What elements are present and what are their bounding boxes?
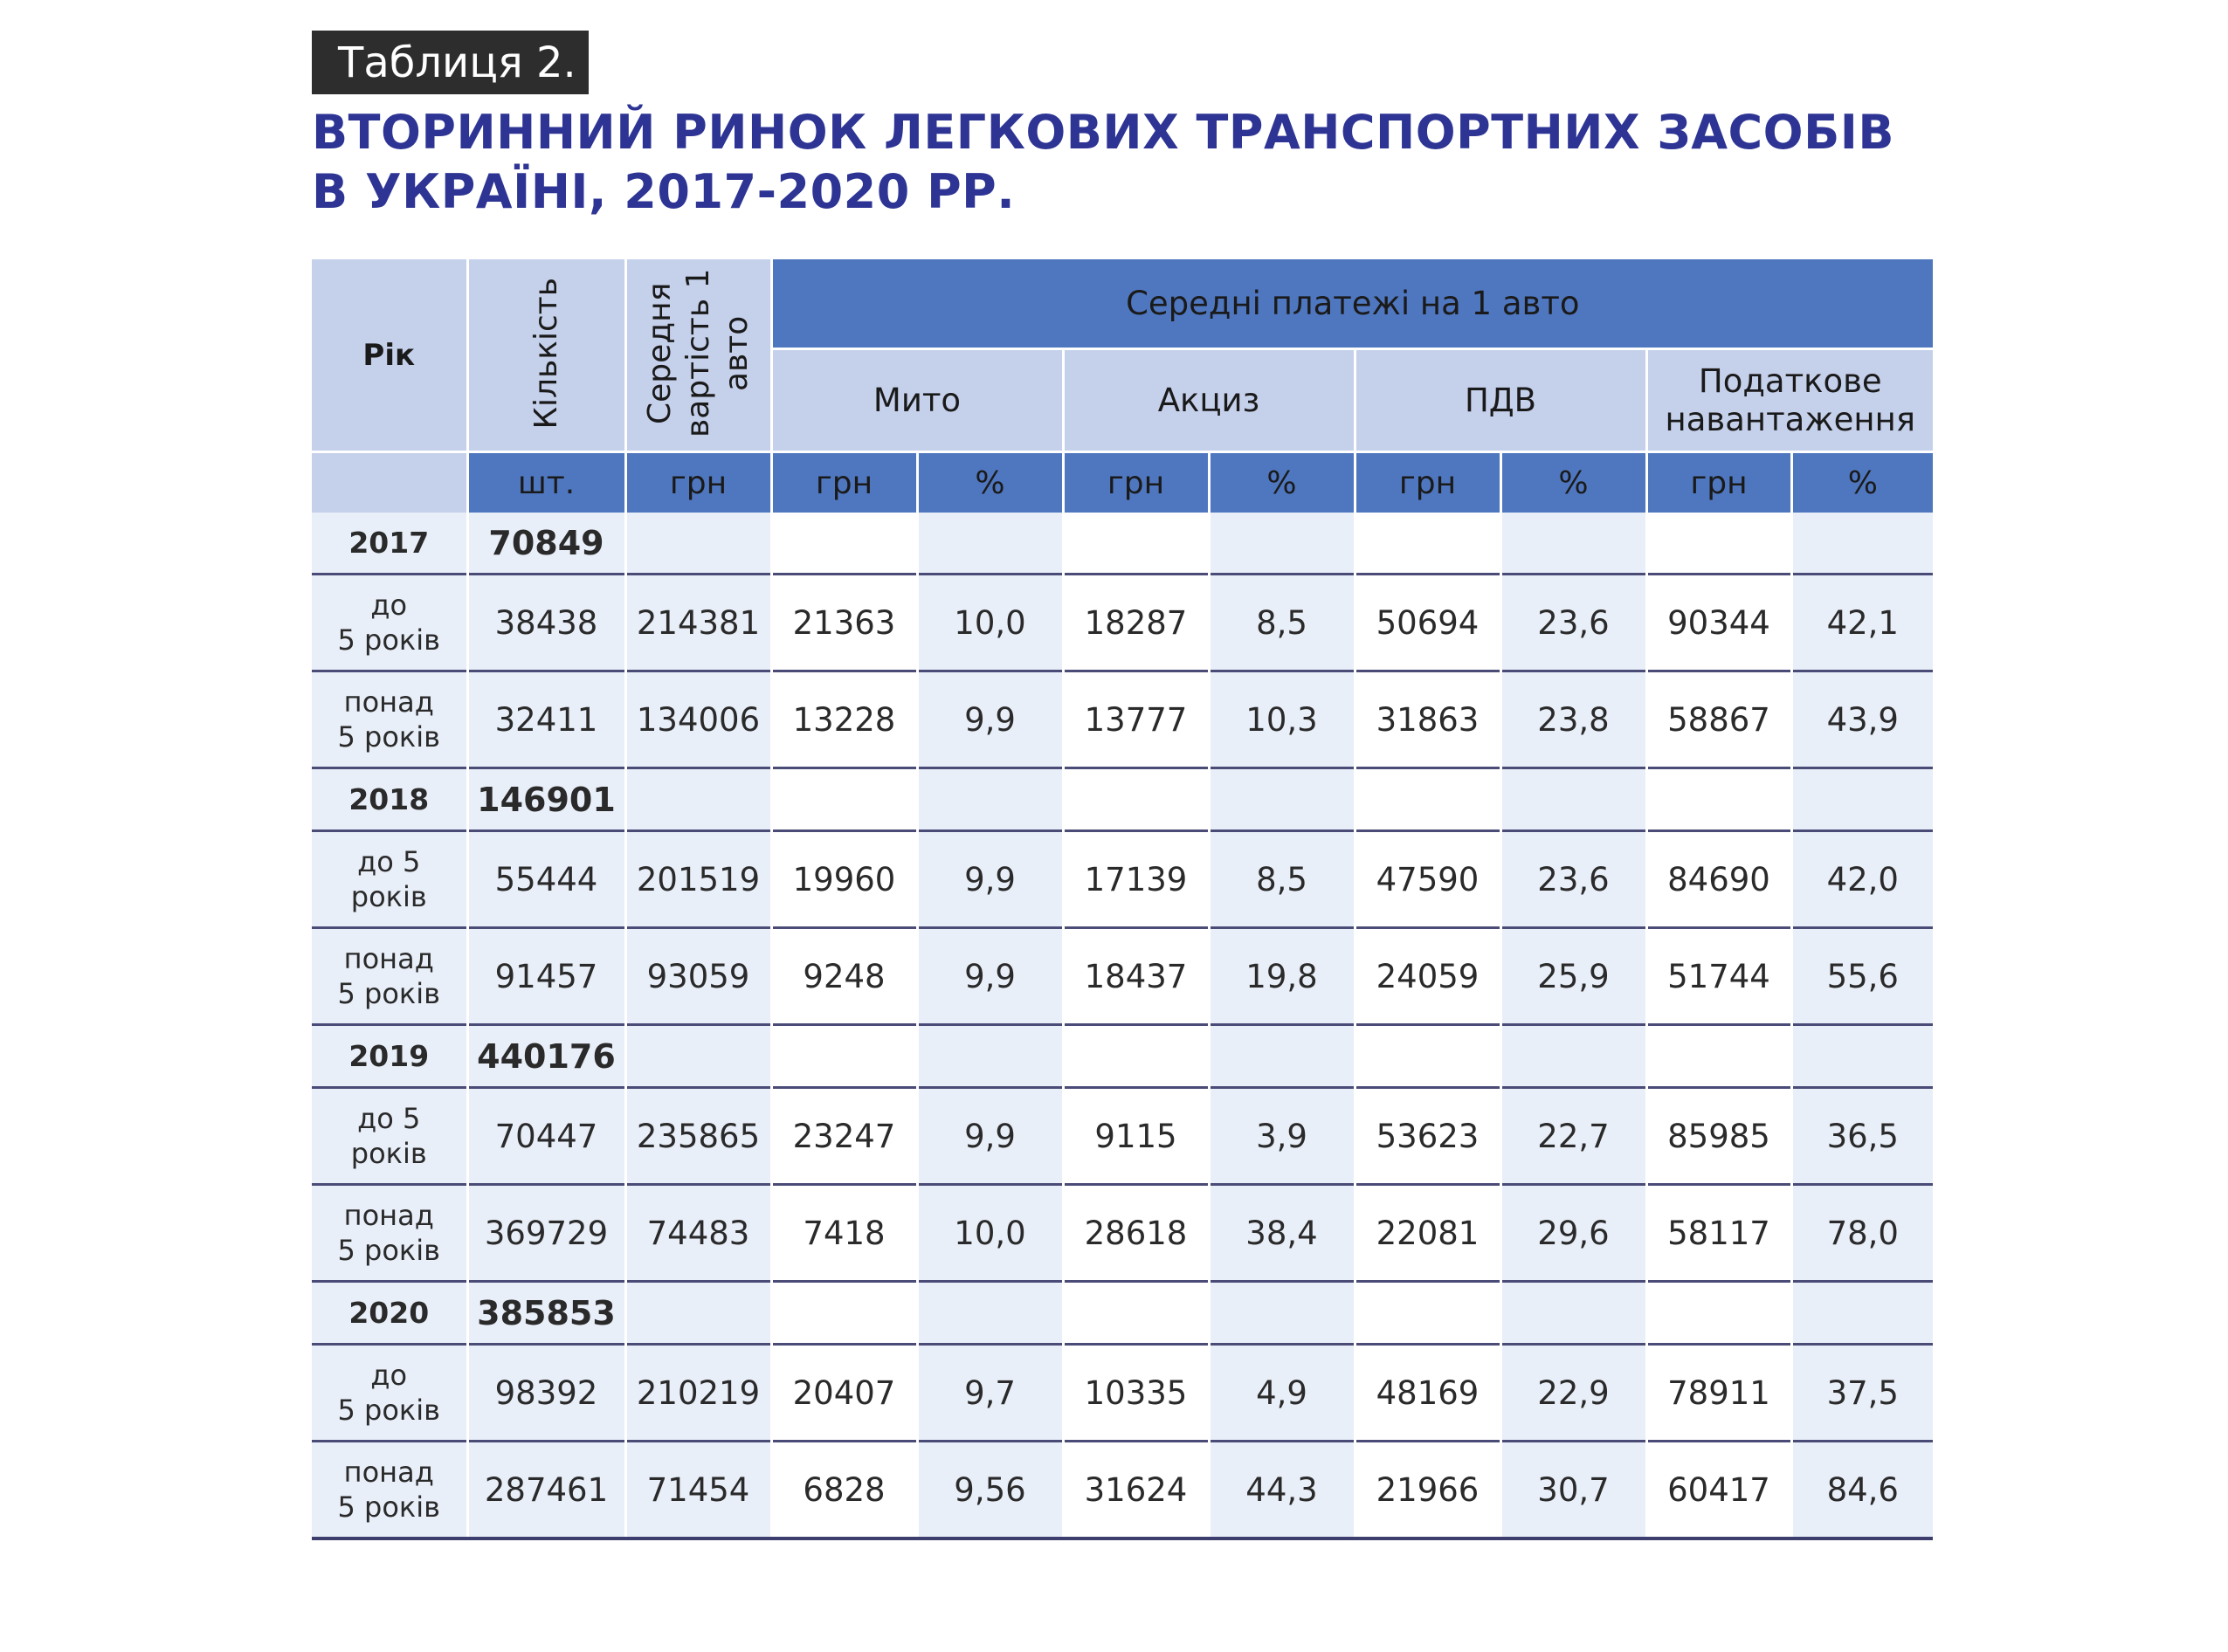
age-group-label: понад 5 років [312, 1185, 467, 1282]
value-cell: 71454 [625, 1442, 771, 1539]
empty-cell [1355, 513, 1500, 575]
value-cell: 43,9 [1791, 671, 1933, 768]
empty-cell [917, 513, 1063, 575]
empty-cell [1209, 1282, 1355, 1345]
empty-cell [771, 513, 917, 575]
value-cell: 38,4 [1209, 1185, 1355, 1282]
header-year: Рік [312, 259, 467, 452]
value-cell: 4,9 [1209, 1345, 1355, 1442]
empty-cell [917, 768, 1063, 831]
value-cell: 13777 [1063, 671, 1209, 768]
value-cell: 78,0 [1791, 1185, 1933, 1282]
header-unit: % [917, 452, 1063, 513]
value-cell: 10,0 [917, 1185, 1063, 1282]
value-cell: 22081 [1355, 1185, 1500, 1282]
value-cell: 9,7 [917, 1345, 1063, 1442]
year-label: 2017 [312, 513, 467, 575]
year-label: 2018 [312, 768, 467, 831]
empty-cell [625, 513, 771, 575]
value-cell: 48169 [1355, 1345, 1500, 1442]
value-cell: 98392 [467, 1345, 625, 1442]
value-cell: 10335 [1063, 1345, 1209, 1442]
value-cell: 10,0 [917, 575, 1063, 671]
age-group-label: понад 5 років [312, 1442, 467, 1539]
value-cell: 17139 [1063, 831, 1209, 928]
empty-cell [771, 1025, 917, 1088]
year-row [312, 1282, 1933, 1345]
value-cell: 134006 [625, 671, 771, 768]
value-cell: 58117 [1646, 1185, 1791, 1282]
value-cell: 18437 [1063, 928, 1209, 1025]
value-cell: 9,9 [917, 1088, 1063, 1185]
table-row [312, 1345, 1933, 1442]
age-group-label: до 5 років [312, 1088, 467, 1185]
year-total-count: 146901 [467, 768, 625, 831]
year-row [312, 768, 1933, 831]
empty-cell [1209, 513, 1355, 575]
value-cell: 23,8 [1500, 671, 1646, 768]
empty-cell [1063, 768, 1209, 831]
value-cell: 93059 [625, 928, 771, 1025]
header-unit: грн [1063, 452, 1209, 513]
header-vat: ПДВ [1355, 349, 1646, 452]
value-cell: 37,5 [1791, 1345, 1933, 1442]
value-cell: 23,6 [1500, 575, 1646, 671]
value-cell: 70447 [467, 1088, 625, 1185]
table-row [312, 671, 1933, 768]
value-cell: 23247 [771, 1088, 917, 1185]
header-avg-price [625, 259, 771, 452]
table-row [312, 575, 1933, 671]
value-cell: 31624 [1063, 1442, 1209, 1539]
empty-cell [771, 1282, 917, 1345]
value-cell: 13228 [771, 671, 917, 768]
value-cell: 3,9 [1209, 1088, 1355, 1185]
value-cell: 55,6 [1791, 928, 1933, 1025]
value-cell: 10,3 [1209, 671, 1355, 768]
value-cell: 6828 [771, 1442, 917, 1539]
empty-cell [1791, 513, 1933, 575]
table-row [312, 928, 1933, 1025]
header-count-text: Кількість [528, 277, 564, 430]
header-payments-group: Середні платежі на 1 авто [771, 259, 1933, 349]
value-cell: 7418 [771, 1185, 917, 1282]
value-cell: 21363 [771, 575, 917, 671]
value-cell: 25,9 [1500, 928, 1646, 1025]
header-avg-price-text: Середня вартість 1 авто [641, 268, 755, 438]
empty-cell [1500, 1282, 1646, 1345]
value-cell: 9115 [1063, 1088, 1209, 1185]
value-cell: 31863 [1355, 671, 1500, 768]
header-tax-burden: Податкове навантаження [1646, 349, 1933, 452]
value-cell: 23,6 [1500, 831, 1646, 928]
header-unit: грн [625, 452, 771, 513]
value-cell: 9248 [771, 928, 917, 1025]
age-group-label: до 5 років [312, 575, 467, 671]
value-cell: 42,0 [1791, 831, 1933, 928]
header-unit: % [1791, 452, 1933, 513]
empty-cell [1355, 1025, 1500, 1088]
empty-cell [1500, 513, 1646, 575]
value-cell: 19,8 [1209, 928, 1355, 1025]
value-cell: 24059 [1355, 928, 1500, 1025]
empty-cell [1355, 768, 1500, 831]
year-label: 2019 [312, 1025, 467, 1088]
value-cell: 9,9 [917, 928, 1063, 1025]
value-cell: 235865 [625, 1088, 771, 1185]
value-cell: 91457 [467, 928, 625, 1025]
value-cell: 29,6 [1500, 1185, 1646, 1282]
empty-cell [1791, 1282, 1933, 1345]
year-total-count: 440176 [467, 1025, 625, 1088]
value-cell: 84,6 [1791, 1442, 1933, 1539]
value-cell: 90344 [1646, 575, 1791, 671]
table-row [312, 1442, 1933, 1539]
value-cell: 78911 [1646, 1345, 1791, 1442]
table-row [312, 1088, 1933, 1185]
value-cell: 38438 [467, 575, 625, 671]
header-unit: грн [771, 452, 917, 513]
year-total-count: 70849 [467, 513, 625, 575]
empty-cell [1646, 1025, 1791, 1088]
header-unit: % [1209, 452, 1355, 513]
empty-cell [1646, 768, 1791, 831]
value-cell: 20407 [771, 1345, 917, 1442]
value-cell: 214381 [625, 575, 771, 671]
value-cell: 58867 [1646, 671, 1791, 768]
header-unit: грн [1646, 452, 1791, 513]
value-cell: 32411 [467, 671, 625, 768]
value-cell: 19960 [771, 831, 917, 928]
header-unit: грн [1355, 452, 1500, 513]
value-cell: 30,7 [1500, 1442, 1646, 1539]
value-cell: 60417 [1646, 1442, 1791, 1539]
value-cell: 84690 [1646, 831, 1791, 928]
header-excise: Акциз [1063, 349, 1355, 452]
empty-cell [771, 768, 917, 831]
data-table [312, 259, 1933, 1540]
table-row [312, 831, 1933, 928]
age-group-label: понад 5 років [312, 671, 467, 768]
empty-cell [917, 1025, 1063, 1088]
empty-cell [917, 1282, 1063, 1345]
value-cell: 8,5 [1209, 831, 1355, 928]
value-cell: 9,9 [917, 671, 1063, 768]
empty-cell [1791, 1025, 1933, 1088]
age-group-label: до 5 років [312, 1345, 467, 1442]
value-cell: 21966 [1355, 1442, 1500, 1539]
value-cell: 28618 [1063, 1185, 1209, 1282]
value-cell: 55444 [467, 831, 625, 928]
value-cell: 22,7 [1500, 1088, 1646, 1185]
value-cell: 50694 [1355, 575, 1500, 671]
empty-cell [1063, 513, 1209, 575]
header-unit: шт. [467, 452, 625, 513]
value-cell: 201519 [625, 831, 771, 928]
value-cell: 47590 [1355, 831, 1500, 928]
empty-cell [1646, 1282, 1791, 1345]
value-cell: 53623 [1355, 1088, 1500, 1185]
table-label: Таблиця 2. [312, 31, 589, 94]
value-cell: 9,9 [917, 831, 1063, 928]
empty-cell [1500, 768, 1646, 831]
age-group-label: понад 5 років [312, 928, 467, 1025]
empty-cell [1209, 768, 1355, 831]
age-group-label: до 5 років [312, 831, 467, 928]
header-unit-blank [312, 452, 467, 513]
value-cell: 51744 [1646, 928, 1791, 1025]
title-line-2: В УКРАЇНІ, 2017-2020 РР. [312, 164, 1016, 219]
header-count [467, 259, 625, 452]
value-cell: 36,5 [1791, 1088, 1933, 1185]
value-cell: 22,9 [1500, 1345, 1646, 1442]
title-line-1: ВТОРИННИЙ РИНОК ЛЕГКОВИХ ТРАНСПОРТНИХ ЗАСОБІВ [312, 105, 1894, 160]
table-row [312, 1185, 1933, 1282]
year-row [312, 1025, 1933, 1088]
year-total-count: 385853 [467, 1282, 625, 1345]
value-cell: 42,1 [1791, 575, 1933, 671]
table-body [312, 513, 1933, 1538]
empty-cell [1063, 1025, 1209, 1088]
empty-cell [625, 768, 771, 831]
value-cell: 85985 [1646, 1088, 1791, 1185]
empty-cell [1646, 513, 1791, 575]
value-cell: 369729 [467, 1185, 625, 1282]
value-cell: 9,56 [917, 1442, 1063, 1539]
table-title [312, 103, 1894, 222]
empty-cell [625, 1025, 771, 1088]
value-cell: 18287 [1063, 575, 1209, 671]
empty-cell [625, 1282, 771, 1345]
empty-cell [1209, 1025, 1355, 1088]
value-cell: 287461 [467, 1442, 625, 1539]
year-label: 2020 [312, 1282, 467, 1345]
value-cell: 210219 [625, 1345, 771, 1442]
value-cell: 44,3 [1209, 1442, 1355, 1539]
header-unit: % [1500, 452, 1646, 513]
empty-cell [1355, 1282, 1500, 1345]
value-cell: 8,5 [1209, 575, 1355, 671]
empty-cell [1500, 1025, 1646, 1088]
empty-cell [1063, 1282, 1209, 1345]
year-row [312, 513, 1933, 575]
value-cell: 74483 [625, 1185, 771, 1282]
header-duty: Мито [771, 349, 1063, 452]
empty-cell [1791, 768, 1933, 831]
